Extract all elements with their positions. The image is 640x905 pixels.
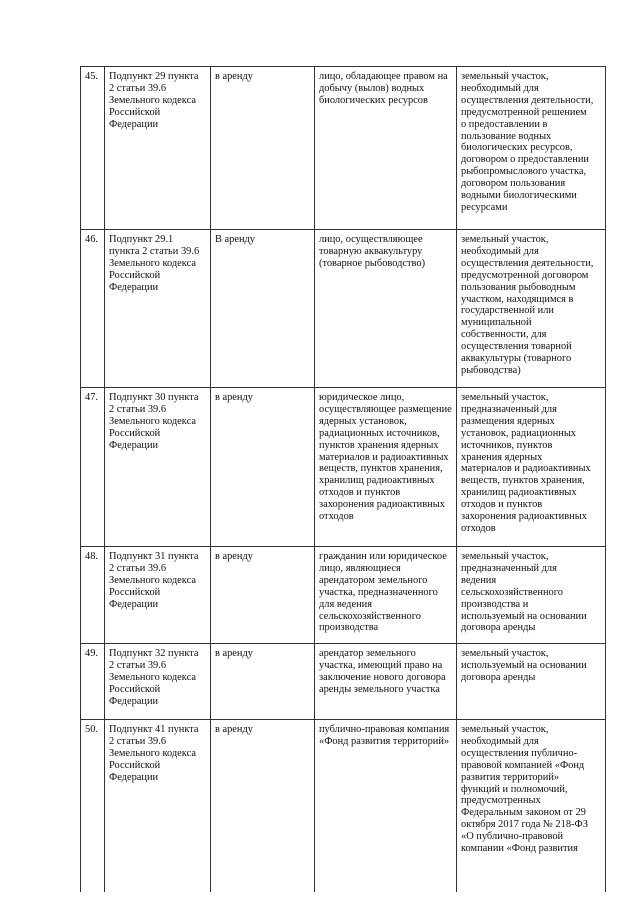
legal-basis: Подпункт 31 пункта 2 статьи 39.6 Земельного кодекса Российской Федерации — [105, 547, 211, 644]
land-plot-description: земельный участок, необходимый для осуществления деятельности, предусмотренной решением о предоставлении в пользование водных биологических ресурсов, договором о предоставлении рыбопромыслового участка, договором пользования водными биологическими ресурсами — [457, 67, 606, 230]
legal-basis: Подпункт 29 пункта 2 статьи 39.6 Земельного кодекса Российской Федерации — [105, 67, 211, 230]
land-plot-description: земельный участок, используемый на основании договора аренды — [457, 644, 606, 720]
table-row — [81, 230, 606, 388]
row-number: 47. — [81, 388, 105, 547]
allocation-type: в аренду — [211, 388, 315, 547]
legal-basis: Подпункт 29.1 пункта 2 статьи 39.6 Земельного кодекса Российской Федерации — [105, 230, 211, 388]
land-plot-description: земельный участок, необходимый для осуществления деятельности, предусмотренной договором пользования рыбоводным участком, находящимся в государственной или муниципальной собственности, для осуществления товарной аквакультуры (товарного рыбоводства) — [457, 230, 606, 388]
eligible-person: лицо, обладающее правом на добычу (вылов) водных биологических ресурсов — [315, 67, 457, 230]
eligible-person: арендатор земельного участка, имеющий право на заключение нового договора аренды земельного участка — [315, 644, 457, 720]
land-plot-description: земельный участок, необходимый для осуществления публично- правовой компанией «Фонд развития территорий» функций и полномочий, предусмотренных Федеральным законом от 29 октября 2017 года № 218-ФЗ «О публично-правовой компании «Фонд развития — [457, 720, 606, 892]
table-row — [81, 644, 606, 720]
eligible-person: публично-правовая компания «Фонд развития территорий» — [315, 720, 457, 892]
table-row — [81, 67, 606, 230]
legal-basis: Подпункт 32 пункта 2 статьи 39.6 Земельного кодекса Российской Федерации — [105, 644, 211, 720]
land-plot-description: земельный участок, предназначенный для размещения ядерных установок, радиационных источников, пунктов хранения ядерных материалов и радиоактивных веществ, пунктов хранения, хранилищ радиоактивных отходов и пунктов захоронения радиоактивных отходов — [457, 388, 606, 547]
row-number: 46. — [81, 230, 105, 388]
allocation-type: в аренду — [211, 720, 315, 892]
allocation-type: В аренду — [211, 230, 315, 388]
land-plot-description: земельный участок, предназначенный для ведения сельскохозяйственного производства и используемый на основании договора аренды — [457, 547, 606, 644]
allocation-type: в аренду — [211, 547, 315, 644]
allocation-type: в аренду — [211, 67, 315, 230]
row-number: 48. — [81, 547, 105, 644]
eligible-person: юридическое лицо, осуществляющее размещение ядерных установок, радиационных источников, пунктов хранения ядерных материалов и радиоактивных веществ, пунктов хранения, хранилищ радиоактивных отходов и пунктов захоронения радиоактивных отходов — [315, 388, 457, 547]
row-number: 45. — [81, 67, 105, 230]
table-row — [81, 720, 606, 892]
table-row — [81, 547, 606, 644]
eligible-person: лицо, осуществляющее товарную аквакультуру (товарное рыбоводство) — [315, 230, 457, 388]
allocation-type: в аренду — [211, 644, 315, 720]
land-allocation-table — [80, 66, 606, 892]
legal-basis: Подпункт 41 пункта 2 статьи 39.6 Земельного кодекса Российской Федерации — [105, 720, 211, 892]
row-number: 49. — [81, 644, 105, 720]
row-number: 50. — [81, 720, 105, 892]
table-row — [81, 388, 606, 547]
eligible-person: гражданин или юридическое лицо, являющиеся арендатором земельного участка, предназначенного для ведения сельскохозяйственного производства — [315, 547, 457, 644]
legal-basis: Подпункт 30 пункта 2 статьи 39.6 Земельного кодекса Российской Федерации — [105, 388, 211, 547]
